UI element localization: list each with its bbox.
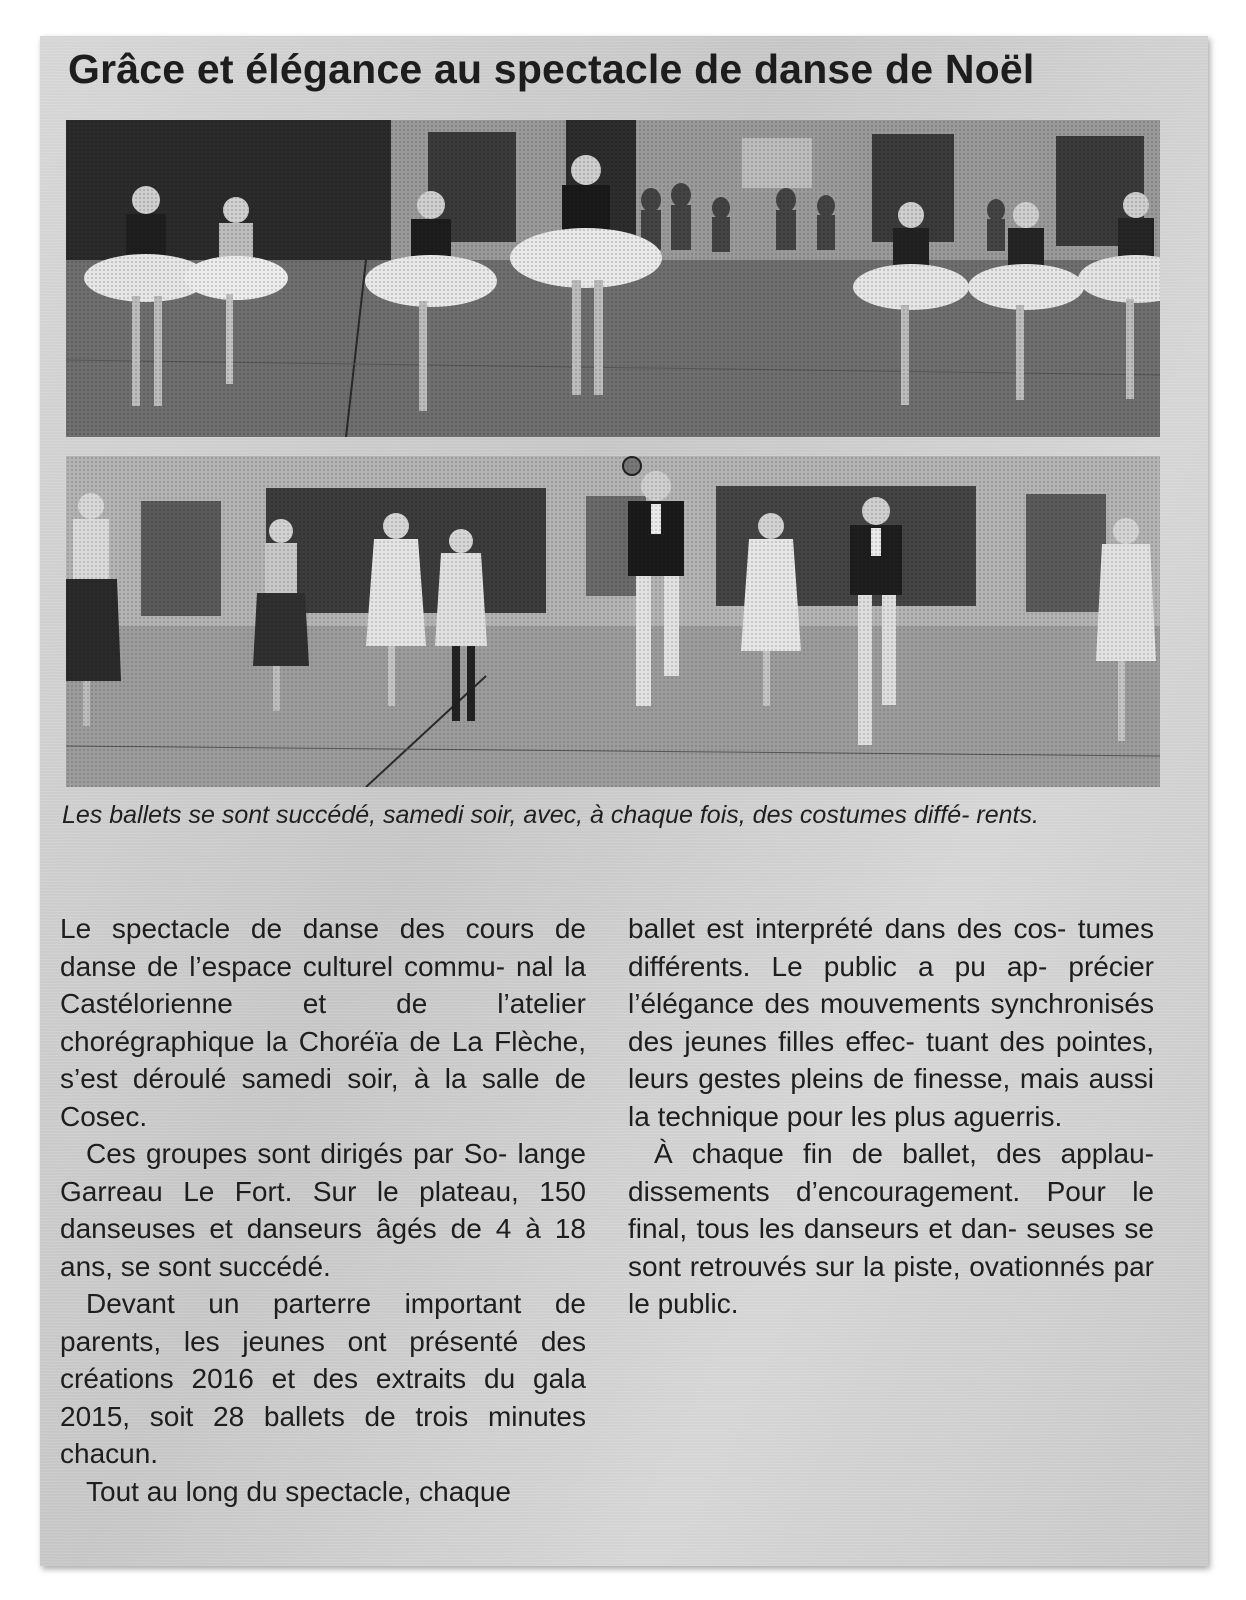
photo-costumed-dancers [66,456,1160,787]
article-paragraph: Tout au long du spectacle, chaque [86,1475,511,1507]
article-column-right [628,910,1154,1323]
headline: Grâce et élégance au spectacle de danse de Noël [68,46,1035,92]
article-paragraph: À chaque fin de ballet, des applau- dissements d’encouragement. Pour le final, tous les danseurs et dan- seuses se sont retrouvés sur la piste, ovationnés par le public. [628,1138,1154,1319]
article-column-left [60,910,586,1510]
article-paragraph: Le spectacle de danse des cours de danse de l’espace culturel commu- nal la Castélorienne et de l’atelier chorégraphique la Choréïa de La Flèche, s’est déroulé samedi soir, à la salle de Cosec. [60,913,586,1132]
newspaper-clipping [40,36,1208,1566]
article-paragraph: Ces groupes sont dirigés par So- lange Garreau Le Fort. Sur le plateau, 150 danseuses et danseurs âgés de 4 à 18 ans, se sont succédé. [60,1138,586,1282]
photo-ballet-tutus [66,120,1160,437]
photo-caption: Les ballets se sont succédé, samedi soir, avec, à chaque fois, des costumes diffé- rents. [62,801,1039,829]
article-paragraph: Devant un parterre important de parents, les jeunes ont présenté des créations 2016 et des extraits du gala 2015, soit 28 ballets de trois minutes chacun. [60,1288,586,1469]
article-paragraph: ballet est interprété dans des cos- tumes différents. Le public a pu ap- précier l’élégance des mouvements synchronisés des jeunes filles effec- tuant des pointes, leurs gestes pleins de finesse, mais aussi la technique pour les plus aguerris. [628,913,1154,1132]
